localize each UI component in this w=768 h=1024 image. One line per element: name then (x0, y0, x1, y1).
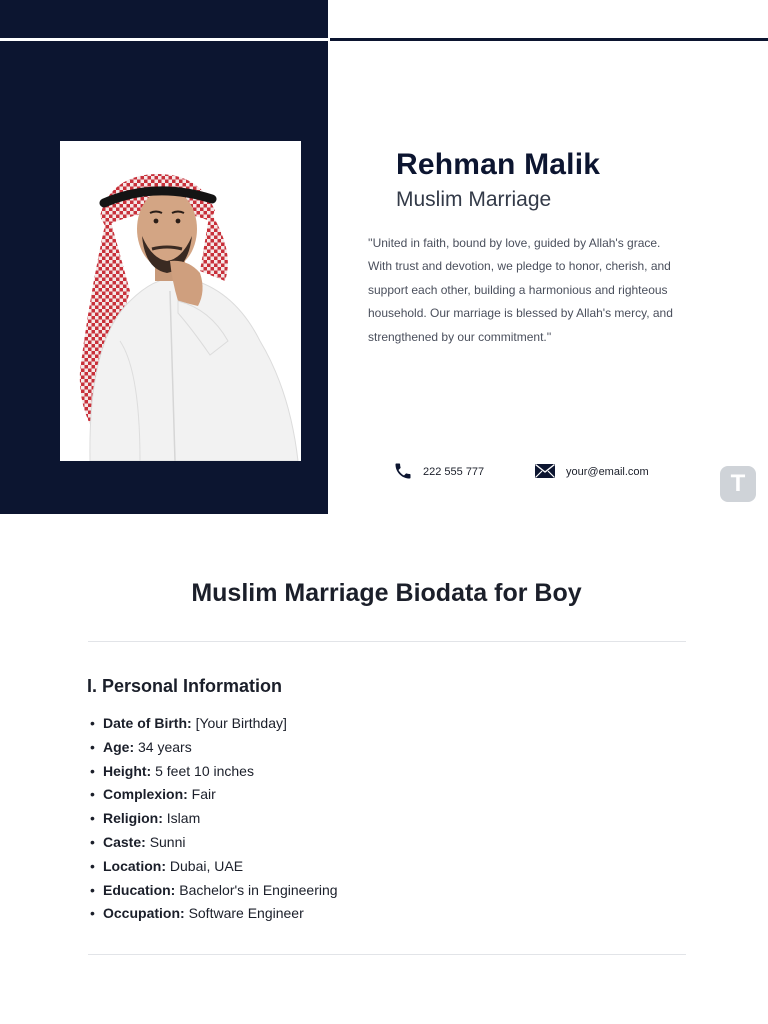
badge-letter: T (730, 470, 746, 497)
list-item: • Location: Dubai, UAE (90, 857, 244, 874)
profile-name: Rehman Malik (396, 148, 601, 181)
item-value: Software Engineer (188, 905, 304, 922)
top-divider-left (0, 38, 328, 41)
email-address: your@email.com (566, 466, 649, 478)
item-value: 34 years (138, 738, 192, 755)
item-value: Dubai, UAE (169, 857, 244, 874)
list-item: • Caste: Sunni (90, 833, 186, 850)
item-value: 5 feet 10 inches (155, 762, 254, 779)
profile-quote: ''United in faith, bound by love, guided by Allah's grace. With trust and devotion, we pledge to honor, cherish, and support each other, building a harmonious and righteous household. Our marriage is blessed by Allah's mercy, and strengthened by our commitment.'' (368, 236, 673, 344)
list-item: • Occupation: Software Engineer (90, 905, 304, 922)
contact-email[interactable] (534, 461, 649, 483)
profile-subtitle: Muslim Marriage (396, 188, 552, 211)
list-item: • Complexion: Fair (90, 786, 216, 803)
phone-number: 222 555 777 (423, 466, 485, 478)
divider-bottom (88, 954, 686, 955)
personal-info-list (90, 712, 338, 926)
item-label: Religion: (103, 810, 163, 827)
item-label: Occupation: (103, 905, 185, 922)
document-title: Muslim Marriage Biodata for Boy (191, 579, 582, 607)
item-label: Education: (103, 881, 176, 898)
list-item: • Height: 5 feet 10 inches (90, 762, 254, 779)
item-label: Date of Birth: (103, 715, 192, 731)
list-item: • Date of Birth: [Your Birthday] (90, 715, 287, 731)
item-value: Sunni (149, 833, 186, 850)
profile-photo (60, 141, 301, 461)
item-label: Height: (103, 762, 152, 779)
list-item: • Education: Bachelor's in Engineering (90, 881, 338, 898)
item-label: Location: (103, 857, 166, 874)
section-heading-personal-info: I. Personal Information (87, 676, 283, 696)
envelope-icon (534, 463, 556, 482)
template-logo-icon[interactable] (720, 466, 756, 502)
item-value: Islam (166, 810, 201, 827)
item-value: Bachelor's in Engineering (179, 881, 338, 898)
contact-phone[interactable] (393, 461, 484, 483)
item-label: Complexion: (103, 786, 188, 803)
divider-top (88, 641, 686, 642)
phone-icon (393, 461, 413, 484)
top-divider-right (330, 38, 768, 41)
item-value: [Your Birthday] (195, 715, 287, 731)
list-item: • Age: 34 years (90, 738, 192, 755)
person-in-keffiyeh-photo (60, 141, 301, 461)
list-item: • Religion: Islam (90, 810, 201, 827)
item-value: Fair (191, 786, 216, 803)
item-label: Age: (103, 738, 135, 755)
item-label: Caste: (103, 833, 146, 850)
